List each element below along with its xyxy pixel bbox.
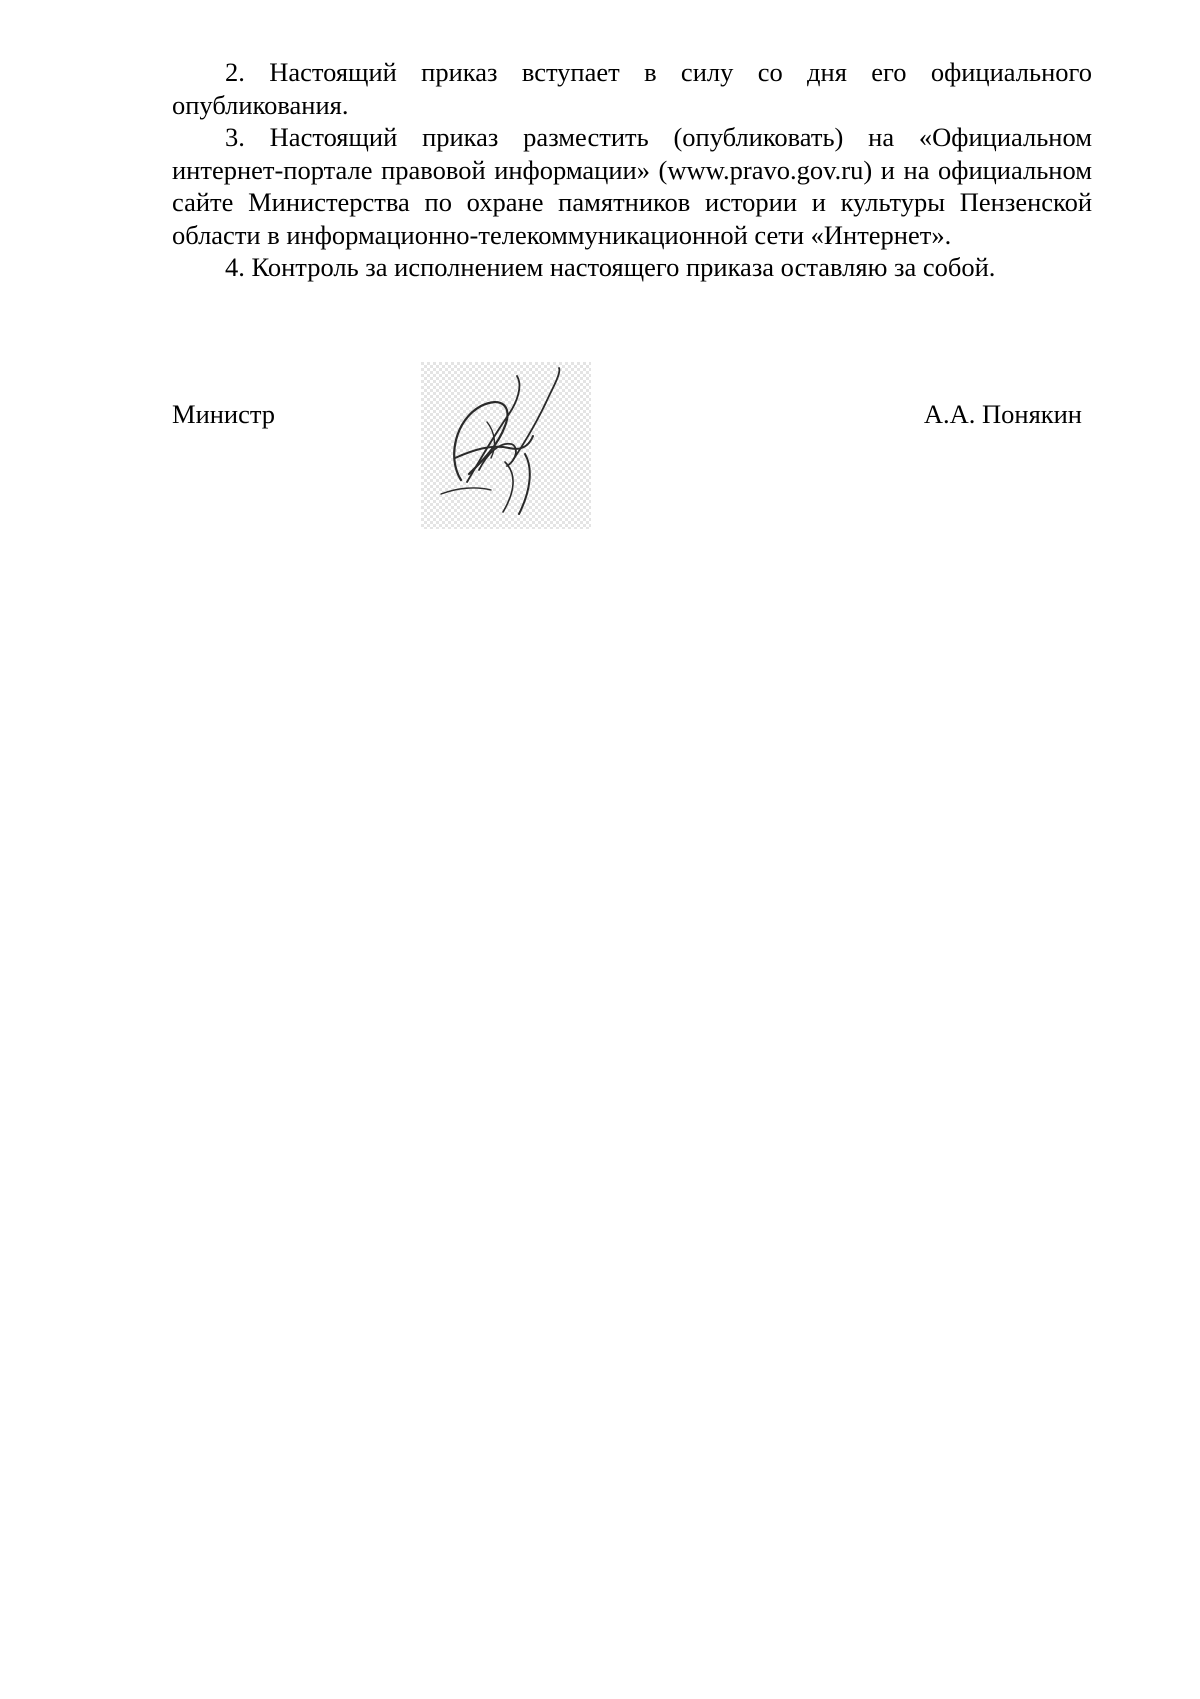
handwritten-signature — [421, 362, 591, 529]
paragraph-publication: 3. Настоящий приказ разместить (опубликовать) на «Официальном интернет-портале правовой информации» (www.pravo.gov.ru) и на официальном сайте Министерства по охране памятников истории и культуры Пензенской области в информационно-телекоммуникационной сети «Интернет». — [172, 122, 1092, 250]
paragraph-effective-date: 2. Настоящий приказ вступает в силу со дня его официального опубликования. — [172, 57, 1092, 120]
paragraph-control: 4. Контроль за исполнением настоящего приказа оставляю за собой. — [225, 252, 996, 282]
signatory-role: Министр — [172, 399, 276, 429]
signatory-name: А.А. Понякин — [923, 399, 1082, 429]
signature-block — [172, 398, 1092, 438]
document-body — [172, 56, 1092, 284]
